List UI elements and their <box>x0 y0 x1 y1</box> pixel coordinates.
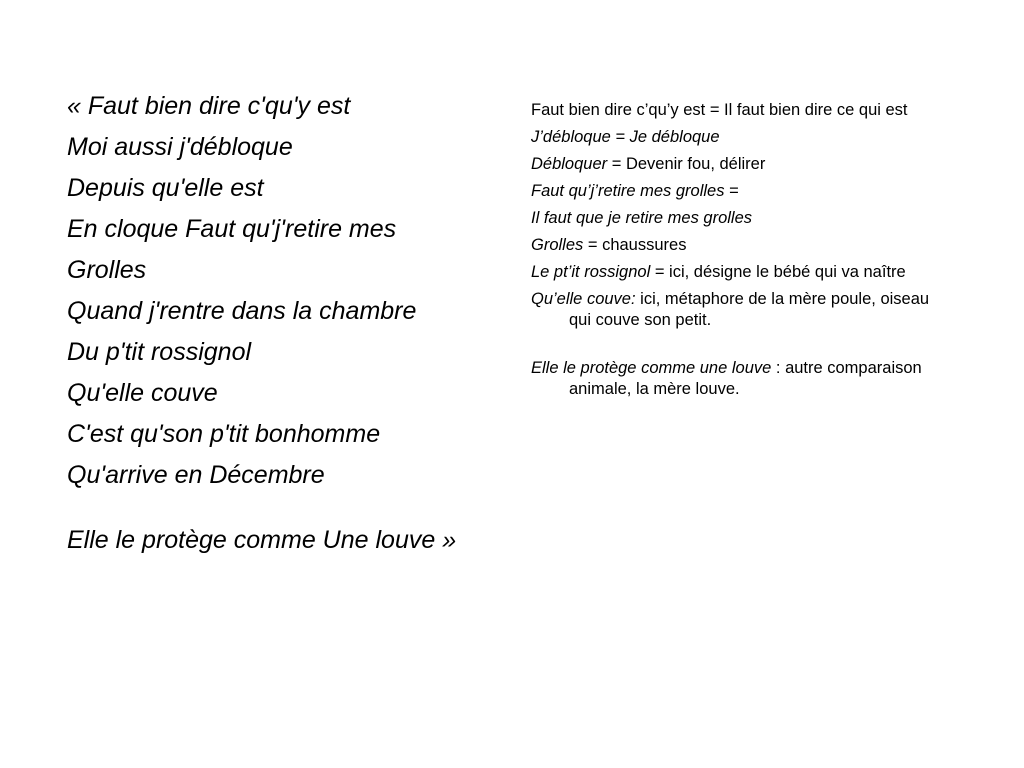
glossary-term: Grolles <box>531 236 584 254</box>
glossary-term: Qu’elle couve: <box>531 290 636 308</box>
glossary-term: J’débloque = Je débloque <box>531 128 720 146</box>
glossary-term: Le pt’it rossignol <box>531 263 651 281</box>
lyric-line: Quand j'rentre dans la chambre <box>67 297 417 325</box>
glossary-item <box>531 289 951 331</box>
glossary-definition: = chaussures <box>583 236 687 254</box>
lyric-line: Grolles <box>67 256 147 284</box>
glossary-item <box>531 154 951 175</box>
glossary-item <box>531 181 951 202</box>
glossary-term: Faut qu’j’retire mes grolles <box>531 182 725 200</box>
lyric-line: Elle le protège comme Une louve » <box>67 526 457 554</box>
glossary-term: Elle le protège comme une louve <box>531 359 772 377</box>
glossary-definition: ici, métaphore de la mère poule, oiseau qui couve son petit. <box>569 290 930 329</box>
song-lyrics <box>67 90 507 565</box>
lyric-line: Moi aussi j'débloque <box>67 133 293 161</box>
glossary-term: Débloquer <box>531 155 608 173</box>
glossary-definition: = Devenir fou, délirer <box>607 155 766 173</box>
glossary-item <box>531 100 951 121</box>
lyric-line: Qu'elle couve <box>67 379 218 407</box>
glossary-item <box>531 262 951 283</box>
lyric-line: « Faut bien dire c'qu'y est <box>67 92 351 120</box>
glossary-definition: = <box>724 182 739 200</box>
glossary-item <box>531 127 951 148</box>
lyric-line: C'est qu'son p'tit bonhomme <box>67 420 381 448</box>
lyric-line: En cloque Faut qu'j'retire mes <box>67 215 397 243</box>
glossary-term: Il faut que je retire mes grolles <box>531 209 753 227</box>
glossary-item <box>531 358 951 400</box>
lyric-line: Du p'tit rossignol <box>67 338 252 366</box>
glossary-definition: : autre comparaison animale, la mère louve. <box>569 359 922 398</box>
vocabulary-glossary <box>531 100 951 406</box>
glossary-item <box>531 235 951 256</box>
glossary-definition: Faut bien dire c’qu’y est = Il faut bien dire ce qui est <box>531 101 908 119</box>
lyric-line: Qu'arrive en Décembre <box>67 461 325 489</box>
lyric-line: Depuis qu'elle est <box>67 174 264 202</box>
glossary-item <box>531 208 951 229</box>
glossary-definition: = ici, désigne le bébé qui va naître <box>650 263 906 281</box>
